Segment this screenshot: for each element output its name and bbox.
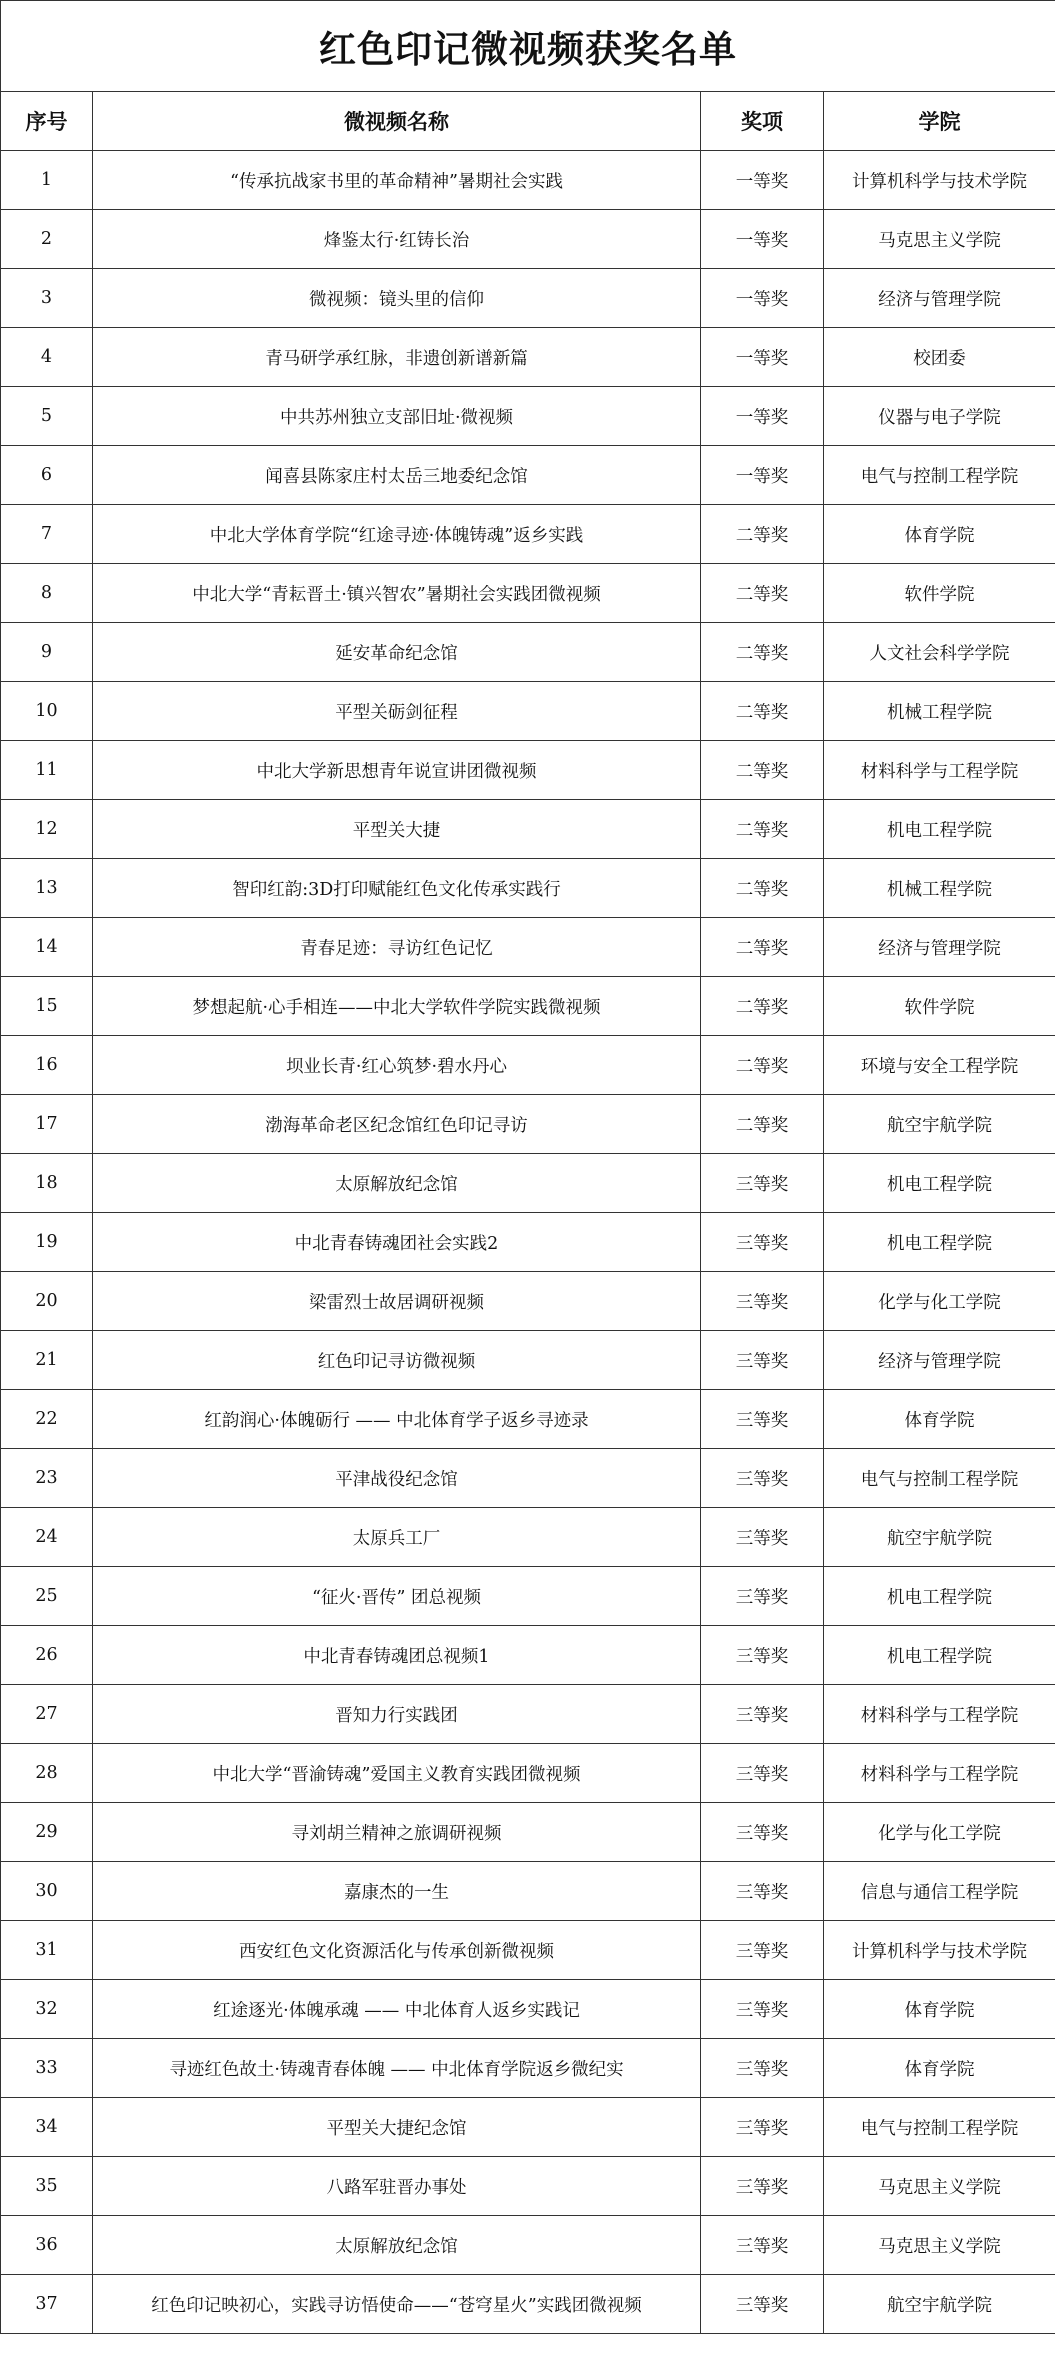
table-row xyxy=(1,1921,1055,1980)
cell-college: 航空宇航学院 xyxy=(824,2275,1055,2334)
table-row xyxy=(1,859,1055,918)
cell-name: 太原解放纪念馆 xyxy=(93,1154,701,1213)
cell-college: 马克思主义学院 xyxy=(824,2216,1055,2275)
cell-index: 18 xyxy=(1,1154,93,1213)
cell-college: 化学与化工学院 xyxy=(824,1272,1055,1331)
cell-index: 15 xyxy=(1,977,93,1036)
cell-index: 27 xyxy=(1,1685,93,1744)
table-row xyxy=(1,977,1055,1036)
cell-name: 坝业长青·红心筑梦·碧水丹心 xyxy=(93,1036,701,1095)
cell-college: 航空宇航学院 xyxy=(824,1095,1055,1154)
cell-name: 红色印记寻访微视频 xyxy=(93,1331,701,1390)
cell-award: 一等奖 xyxy=(701,387,824,446)
cell-name: 中北大学“青耘晋土·镇兴智农”暑期社会实践团微视频 xyxy=(93,564,701,623)
cell-award: 三等奖 xyxy=(701,1508,824,1567)
cell-name: 寻刘胡兰精神之旅调研视频 xyxy=(93,1803,701,1862)
cell-award: 三等奖 xyxy=(701,1567,824,1626)
cell-index: 36 xyxy=(1,2216,93,2275)
cell-college: 机械工程学院 xyxy=(824,682,1055,741)
cell-award: 三等奖 xyxy=(701,1744,824,1803)
table-row xyxy=(1,2039,1055,2098)
cell-college: 体育学院 xyxy=(824,1980,1055,2039)
table-row xyxy=(1,741,1055,800)
cell-name: 平型关大捷 xyxy=(93,800,701,859)
table-row xyxy=(1,1862,1055,1921)
cell-name: 红途逐光·体魄承魂 —— 中北体育人返乡实践记 xyxy=(93,1980,701,2039)
cell-name: 太原解放纪念馆 xyxy=(93,2216,701,2275)
table-row xyxy=(1,328,1055,387)
cell-college: 机电工程学院 xyxy=(824,800,1055,859)
table-row xyxy=(1,564,1055,623)
cell-award: 二等奖 xyxy=(701,682,824,741)
cell-award: 二等奖 xyxy=(701,505,824,564)
cell-college: 马克思主义学院 xyxy=(824,210,1055,269)
table-row xyxy=(1,1685,1055,1744)
cell-name: 青马研学承红脉，非遗创新谱新篇 xyxy=(93,328,701,387)
cell-college: 校团委 xyxy=(824,328,1055,387)
cell-college: 人文社会科学学院 xyxy=(824,623,1055,682)
cell-index: 28 xyxy=(1,1744,93,1803)
cell-college: 体育学院 xyxy=(824,1390,1055,1449)
cell-college: 体育学院 xyxy=(824,505,1055,564)
cell-college: 材料科学与工程学院 xyxy=(824,1685,1055,1744)
table-row xyxy=(1,1390,1055,1449)
cell-index: 2 xyxy=(1,210,93,269)
cell-college: 机电工程学院 xyxy=(824,1213,1055,1272)
cell-college: 材料科学与工程学院 xyxy=(824,1744,1055,1803)
cell-award: 三等奖 xyxy=(701,1803,824,1862)
cell-index: 6 xyxy=(1,446,93,505)
cell-index: 21 xyxy=(1,1331,93,1390)
cell-name: 平型关砺剑征程 xyxy=(93,682,701,741)
column-header-index: 序号 xyxy=(1,92,93,151)
cell-college: 材料科学与工程学院 xyxy=(824,741,1055,800)
table-row xyxy=(1,623,1055,682)
cell-name: 中北青春铸魂团总视频1 xyxy=(93,1626,701,1685)
cell-award: 三等奖 xyxy=(701,2275,824,2334)
cell-college: 机电工程学院 xyxy=(824,1567,1055,1626)
cell-college: 机电工程学院 xyxy=(824,1154,1055,1213)
cell-index: 32 xyxy=(1,1980,93,2039)
cell-award: 三等奖 xyxy=(701,1331,824,1390)
cell-index: 10 xyxy=(1,682,93,741)
cell-index: 25 xyxy=(1,1567,93,1626)
table-row xyxy=(1,1036,1055,1095)
cell-award: 三等奖 xyxy=(701,1980,824,2039)
cell-college: 信息与通信工程学院 xyxy=(824,1862,1055,1921)
cell-index: 35 xyxy=(1,2157,93,2216)
cell-name: 红韵润心·体魄砺行 —— 中北体育学子返乡寻迹录 xyxy=(93,1390,701,1449)
cell-name: 中共苏州独立支部旧址·微视频 xyxy=(93,387,701,446)
cell-college: 机电工程学院 xyxy=(824,1626,1055,1685)
table-row xyxy=(1,446,1055,505)
cell-college: 马克思主义学院 xyxy=(824,2157,1055,2216)
table-row xyxy=(1,387,1055,446)
cell-index: 3 xyxy=(1,269,93,328)
cell-name: 梦想起航·心手相连——中北大学软件学院实践微视频 xyxy=(93,977,701,1036)
cell-college: 软件学院 xyxy=(824,977,1055,1036)
cell-name: 青春足迹：寻访红色记忆 xyxy=(93,918,701,977)
table-row xyxy=(1,505,1055,564)
cell-name: 红色印记映初心，实践寻访悟使命——“苍穹星火”实践团微视频 xyxy=(93,2275,701,2334)
table-row xyxy=(1,2216,1055,2275)
cell-award: 三等奖 xyxy=(701,1626,824,1685)
cell-index: 4 xyxy=(1,328,93,387)
cell-award: 二等奖 xyxy=(701,977,824,1036)
cell-index: 1 xyxy=(1,151,93,210)
cell-name: 嘉康杰的一生 xyxy=(93,1862,701,1921)
cell-index: 5 xyxy=(1,387,93,446)
cell-index: 22 xyxy=(1,1390,93,1449)
cell-college: 计算机科学与技术学院 xyxy=(824,1921,1055,1980)
table-row xyxy=(1,1095,1055,1154)
table-row xyxy=(1,1803,1055,1862)
cell-index: 37 xyxy=(1,2275,93,2334)
column-header-award: 奖项 xyxy=(701,92,824,151)
cell-college: 仪器与电子学院 xyxy=(824,387,1055,446)
cell-name: 渤海革命老区纪念馆红色印记寻访 xyxy=(93,1095,701,1154)
cell-award: 三等奖 xyxy=(701,1154,824,1213)
cell-award: 一等奖 xyxy=(701,210,824,269)
cell-name: 中北大学体育学院“红途寻迹·体魄铸魂”返乡实践 xyxy=(93,505,701,564)
cell-index: 14 xyxy=(1,918,93,977)
cell-award: 二等奖 xyxy=(701,623,824,682)
table-row xyxy=(1,151,1055,210)
cell-award: 三等奖 xyxy=(701,2216,824,2275)
table-row xyxy=(1,800,1055,859)
cell-index: 8 xyxy=(1,564,93,623)
cell-index: 9 xyxy=(1,623,93,682)
cell-college: 计算机科学与技术学院 xyxy=(824,151,1055,210)
cell-college: 电气与控制工程学院 xyxy=(824,446,1055,505)
cell-name: 晋知力行实践团 xyxy=(93,1685,701,1744)
table-row xyxy=(1,1449,1055,1508)
cell-name: “征火·晋传” 团总视频 xyxy=(93,1567,701,1626)
table-row xyxy=(1,1272,1055,1331)
table-row xyxy=(1,1567,1055,1626)
cell-index: 33 xyxy=(1,2039,93,2098)
cell-index: 30 xyxy=(1,1862,93,1921)
table-row xyxy=(1,210,1055,269)
cell-college: 经济与管理学院 xyxy=(824,918,1055,977)
cell-index: 11 xyxy=(1,741,93,800)
cell-college: 经济与管理学院 xyxy=(824,1331,1055,1390)
cell-name: 八路军驻晋办事处 xyxy=(93,2157,701,2216)
cell-index: 34 xyxy=(1,2098,93,2157)
cell-award: 二等奖 xyxy=(701,1095,824,1154)
cell-college: 机械工程学院 xyxy=(824,859,1055,918)
cell-index: 16 xyxy=(1,1036,93,1095)
cell-award: 一等奖 xyxy=(701,446,824,505)
table-row xyxy=(1,269,1055,328)
cell-college: 环境与安全工程学院 xyxy=(824,1036,1055,1095)
cell-name: “传承抗战家书里的革命精神”暑期社会实践 xyxy=(93,151,701,210)
cell-award: 二等奖 xyxy=(701,918,824,977)
cell-award: 三等奖 xyxy=(701,1449,824,1508)
cell-award: 三等奖 xyxy=(701,2098,824,2157)
table-row xyxy=(1,1744,1055,1803)
cell-name: 中北青春铸魂团社会实践2 xyxy=(93,1213,701,1272)
cell-name: 寻迹红色故土·铸魂青春体魄 —— 中北体育学院返乡微纪实 xyxy=(93,2039,701,2098)
cell-index: 13 xyxy=(1,859,93,918)
cell-award: 一等奖 xyxy=(701,151,824,210)
table-row xyxy=(1,1508,1055,1567)
cell-name: 中北大学新思想青年说宣讲团微视频 xyxy=(93,741,701,800)
cell-name: 中北大学“晋渝铸魂”爱国主义教育实践团微视频 xyxy=(93,1744,701,1803)
cell-award: 三等奖 xyxy=(701,2157,824,2216)
cell-index: 19 xyxy=(1,1213,93,1272)
cell-index: 24 xyxy=(1,1508,93,1567)
table-row xyxy=(1,918,1055,977)
cell-award: 三等奖 xyxy=(701,1862,824,1921)
table-row xyxy=(1,1154,1055,1213)
cell-index: 12 xyxy=(1,800,93,859)
cell-award: 二等奖 xyxy=(701,859,824,918)
page-title: 红色印记微视频获奖名单 xyxy=(1,1,1055,92)
table-row xyxy=(1,1331,1055,1390)
cell-award: 一等奖 xyxy=(701,328,824,387)
cell-college: 电气与控制工程学院 xyxy=(824,2098,1055,2157)
cell-college: 电气与控制工程学院 xyxy=(824,1449,1055,1508)
cell-award: 三等奖 xyxy=(701,1390,824,1449)
cell-name: 梁雷烈士故居调研视频 xyxy=(93,1272,701,1331)
cell-name: 西安红色文化资源活化与传承创新微视频 xyxy=(93,1921,701,1980)
cell-name: 闻喜县陈家庄村太岳三地委纪念馆 xyxy=(93,446,701,505)
table-row xyxy=(1,1626,1055,1685)
cell-index: 20 xyxy=(1,1272,93,1331)
cell-name: 太原兵工厂 xyxy=(93,1508,701,1567)
column-header-college: 学院 xyxy=(824,92,1055,151)
cell-index: 29 xyxy=(1,1803,93,1862)
header-row xyxy=(1,92,1055,151)
cell-award: 三等奖 xyxy=(701,1921,824,1980)
cell-award: 二等奖 xyxy=(701,741,824,800)
cell-award: 二等奖 xyxy=(701,564,824,623)
cell-college: 体育学院 xyxy=(824,2039,1055,2098)
cell-name: 智印红韵:3D打印赋能红色文化传承实践行 xyxy=(93,859,701,918)
cell-award: 一等奖 xyxy=(701,269,824,328)
cell-index: 7 xyxy=(1,505,93,564)
cell-index: 31 xyxy=(1,1921,93,1980)
column-header-name: 微视频名称 xyxy=(93,92,701,151)
cell-index: 26 xyxy=(1,1626,93,1685)
table-row xyxy=(1,1980,1055,2039)
cell-name: 平津战役纪念馆 xyxy=(93,1449,701,1508)
table-row xyxy=(1,1213,1055,1272)
cell-index: 17 xyxy=(1,1095,93,1154)
cell-name: 延安革命纪念馆 xyxy=(93,623,701,682)
cell-award: 二等奖 xyxy=(701,1036,824,1095)
cell-name: 微视频：镜头里的信仰 xyxy=(93,269,701,328)
cell-award: 三等奖 xyxy=(701,2039,824,2098)
title-row xyxy=(1,1,1055,92)
cell-award: 三等奖 xyxy=(701,1272,824,1331)
table-row xyxy=(1,2098,1055,2157)
cell-award: 三等奖 xyxy=(701,1685,824,1744)
cell-award: 三等奖 xyxy=(701,1213,824,1272)
table-row xyxy=(1,2157,1055,2216)
table-row xyxy=(1,2275,1055,2334)
cell-name: 烽鉴太行·红铸长治 xyxy=(93,210,701,269)
cell-award: 二等奖 xyxy=(701,800,824,859)
cell-name: 平型关大捷纪念馆 xyxy=(93,2098,701,2157)
cell-college: 软件学院 xyxy=(824,564,1055,623)
cell-college: 化学与化工学院 xyxy=(824,1803,1055,1862)
table-row xyxy=(1,682,1055,741)
cell-college: 航空宇航学院 xyxy=(824,1508,1055,1567)
cell-college: 经济与管理学院 xyxy=(824,269,1055,328)
cell-index: 23 xyxy=(1,1449,93,1508)
